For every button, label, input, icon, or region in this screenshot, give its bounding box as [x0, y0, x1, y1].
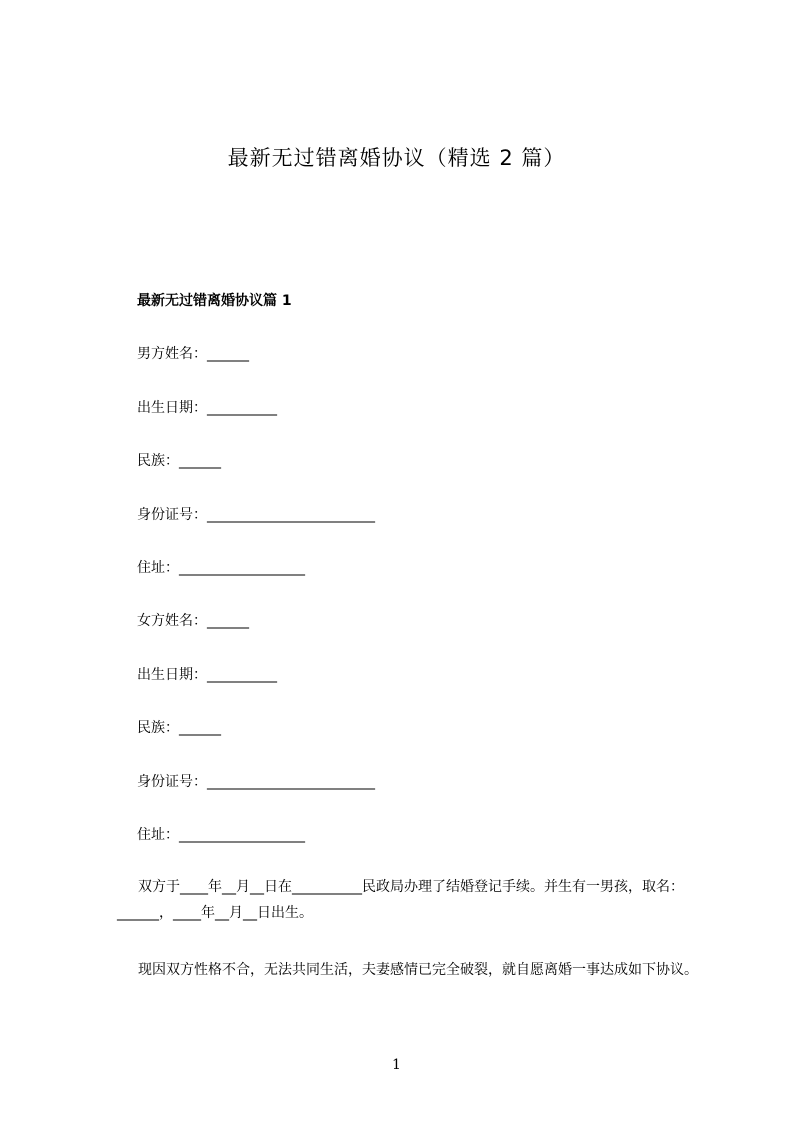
paragraph-divorce-agreement: 现因双方性格不合，无法共同生活，夫妻感情已完全破裂，就自愿离婚一事达成如下协议。	[138, 962, 698, 978]
field-female-name: 女方姓名：______	[137, 613, 249, 629]
field-female-id-number: 身份证号：________________________	[137, 774, 375, 790]
field-female-birth-date: 出生日期：__________	[137, 667, 277, 683]
field-female-ethnicity: 民族：______	[137, 720, 221, 736]
field-male-name: 男方姓名：______	[137, 346, 249, 362]
field-male-ethnicity: 民族：______	[137, 453, 221, 469]
page-number: 1	[392, 1057, 401, 1073]
paragraph-marriage-registration: 双方于____年__月__日在__________民政局办理了结婚登记手续。并生有一男孩，取名：______，____年__月__日出生。	[117, 879, 684, 921]
field-male-birth-date: 出生日期：__________	[137, 400, 277, 416]
page-title: 最新无过错离婚协议（精选 2 篇）	[227, 146, 566, 170]
field-male-id-number: 身份证号：________________________	[137, 507, 375, 523]
section-heading: 最新无过错离婚协议篇 1	[137, 293, 292, 309]
field-female-address: 住址：__________________	[137, 827, 305, 843]
field-male-address: 住址：__________________	[137, 560, 305, 576]
